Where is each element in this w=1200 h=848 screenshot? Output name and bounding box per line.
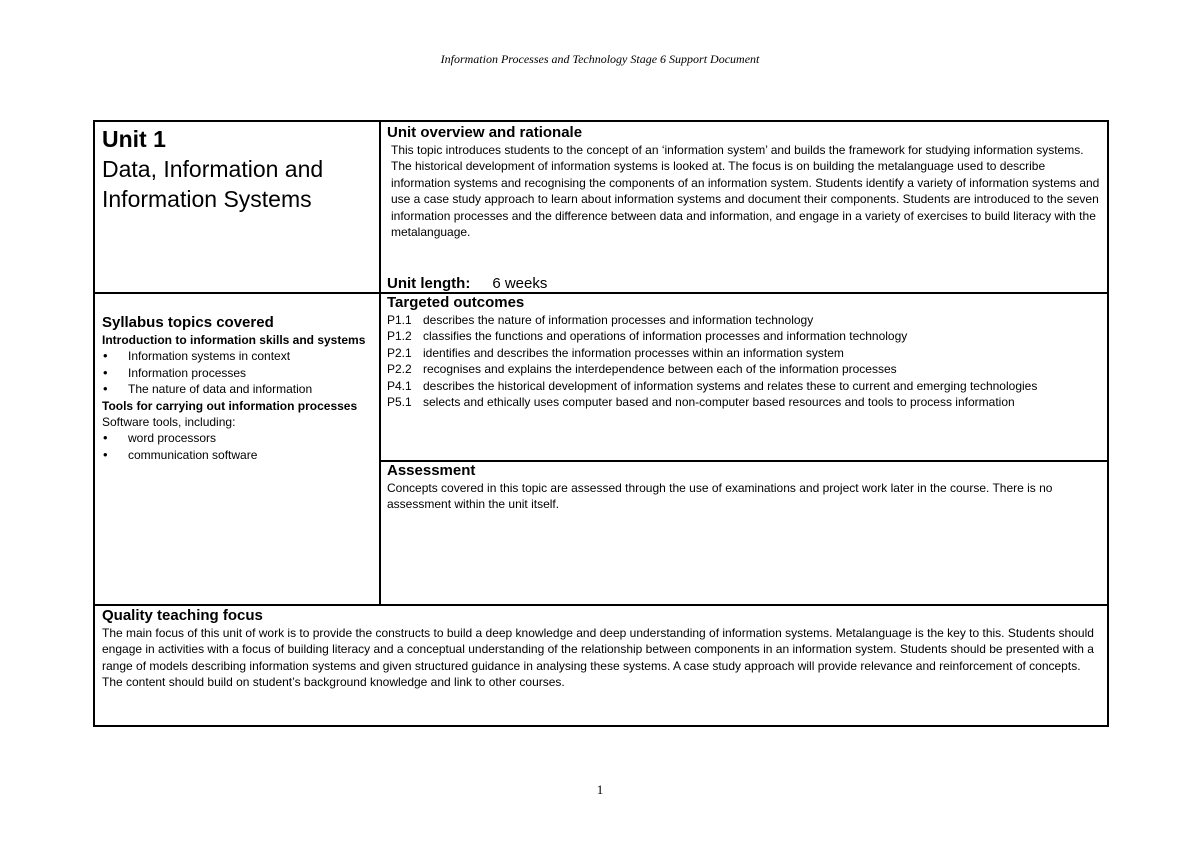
outcome-text: recognises and explains the interdependence between each of the information processes [423,362,897,377]
outcome-code: P4.1 [387,378,412,393]
outcomes-heading: Targeted outcomes [387,294,525,311]
list-item: • The nature of data and information [102,381,374,397]
syllabus-list [102,348,374,397]
outcome-item [387,345,1099,361]
outcome-code: P2.1 [387,345,412,360]
syllabus-group-title: Tools for carrying out information processes [102,398,358,413]
page-number: 1 [596,782,604,797]
overview-text: This topic introduces students to the concept of an ‘information system’ and builds the framework for studying information systems. The historical development of information systems is looked at. The focus is on building the metalanguage used to describe information systems and recognising the components of an information system. Students identify a variety of information systems and use a case study approach to learn about information systems and document their components. Students are introduced to the seven information processes and the difference between data and information, and engage in a variety of exercises to build literacy with the metalanguage. [391,143,1100,240]
unit-number: Unit 1 [102,126,166,152]
column-divider [379,122,381,606]
list-item: • word processors [102,430,374,446]
overview-heading: Unit overview and rationale [387,124,583,141]
syllabus-group-title: Introduction to information skills and systems [102,333,366,347]
outcome-item [387,312,1099,328]
outcome-code: P5.1 [387,395,412,410]
syllabus-cell [102,314,374,604]
outcome-item [387,361,1099,377]
assessment-text: Concepts covered in this topic are assessed through the use of examinations and project work later in the course. There is no assessment within the unit itself. [387,481,1053,512]
outcome-text: identifies and describes the information processes within an information system [423,345,844,360]
outcome-text: selects and ethically uses computer based and non-computer based resources and tools to process information [423,395,1015,410]
unit-table [93,120,1109,727]
document-header: Information Processes and Technology Stage 6 Support Document [440,52,760,66]
quality-cell [102,607,1100,725]
overview-cell [387,124,1101,292]
unit-length-value: 6 weeks [492,275,548,292]
syllabus-group-intro: Software tools, including: [102,415,236,430]
assessment-cell [387,462,1067,604]
outcome-item [387,378,1099,394]
quality-heading: Quality teaching focus [102,607,263,624]
list-item: • Information systems in context [102,348,374,364]
outcome-text: describes the nature of information processes and information technology [423,313,814,327]
outcome-item [387,328,1099,344]
unit-title: Data, Information and Information Systems [102,156,324,212]
outcome-text: describes the historical development of information systems and relates these to current and emerging technologies [423,378,1038,393]
list-item: • communication software [102,447,374,463]
list-item: • Information processes [102,365,374,381]
outcome-code: P1.1 [387,313,412,327]
unit-length-label: Unit length: [387,275,471,292]
syllabus-list [102,430,374,463]
unit-length [387,275,547,293]
assessment-heading: Assessment [387,462,476,479]
quality-text: The main focus of this unit of work is to provide the constructs to build a deep knowledge and deep understanding of information systems. Metalanguage is the key to this. Students should engage in activities with a focus of building literacy and a conceptual understanding of the relationship between components in an information system. Students should be presented with a range of models describing information systems and given structured guidance in analysing these systems. A case study approach will provide relevance and reinforcement of concepts. The content should build on student’s background knowledge and link to other courses. [102,626,1094,690]
outcome-item [387,394,1099,410]
row-divider [95,604,1107,606]
syllabus-heading: Syllabus topics covered [102,314,274,331]
unit-title-cell [95,122,379,292]
outcomes-cell [387,294,1099,460]
outcome-code: P2.2 [387,362,412,377]
outcome-text: classifies the functions and operations of information processes and information technology [423,329,908,344]
outcome-code: P1.2 [387,329,412,344]
